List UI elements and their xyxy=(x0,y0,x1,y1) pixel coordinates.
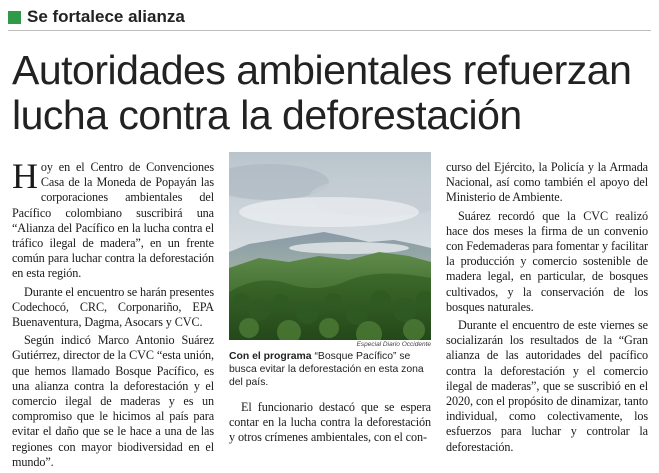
photo-caption xyxy=(229,350,434,389)
kicker-square-icon xyxy=(8,11,21,24)
article-column-1 xyxy=(12,156,214,473)
paragraph: Hoy en el Centro de Convenciones Casa de la Moneda de Popayán las corporaciones ambientales del Pacífico colombiano suscribirá una “Alianza del Pacífico en la lucha contra el tráfico ilegal de madera”, en un frente común para luchar contra la deforestación en esta región. xyxy=(12,156,214,281)
dropcap: H xyxy=(12,156,38,196)
section-kicker xyxy=(8,6,185,28)
paragraph: Durante el encuentro de este viernes se socializarán los resultados de la “Gran alianza de las autoridades del pacífico contra la deforestación y el comercio ilegal de maderas”, que se suscribió en el 2020, con el propósito de dinamizar, tanto individual, como colectivamente, los esfuerzos para luchar y controlar la deforestación. xyxy=(446,318,648,454)
article-photo xyxy=(229,152,431,340)
caption-lead: Con el programa xyxy=(229,351,312,362)
article-column-2 xyxy=(229,400,431,449)
caption-text: “Bosque Pacífico” se busca evitar la deforestación en esta zona del país. xyxy=(229,351,424,388)
forest-landscape-image xyxy=(229,152,431,340)
paragraph: Suárez recordó que la CVC realizó hace dos meses la firma de un convenio con Fedemaderas para fomentar y facilitar la producción y comercio sostenible de madera legal, en particular, de bosques cultivados, y la conservación de los bosques naturales. xyxy=(446,208,648,314)
article-column-3 xyxy=(446,160,648,458)
paragraph: Según indicó Marco Antonio Suárez Gutiérrez, director de la CVC “esta unión, que hemos llamado Bosque Pacífico, es una alianza contra la deforestación y el comercio ilegal de maderas y es un compromiso que le hicimos al país para evitar el daño que se le hace a una de las regiones con mayor biodiversidad en el mundo”. xyxy=(12,333,214,469)
headline: Autoridades ambientales refuerzan lucha contra la deforestación xyxy=(12,47,632,138)
kicker-divider xyxy=(8,30,651,31)
paragraph: Durante el encuentro se harán presentes Codechocó, CRC, Corponariño, EPA Buenaventura, Dagma, Asocars y CVC. xyxy=(12,284,214,330)
paragraph: curso del Ejército, la Policía y la Armada Nacional, así como también el apoyo del Ministerio de Ambiente. xyxy=(446,160,648,205)
photo-credit: Especial Diario Occidente xyxy=(356,341,431,348)
kicker-text: Se fortalece alianza xyxy=(27,7,185,26)
paragraph: El funcionario destacó que se espera contar en la lucha contra la deforestación y otros crímenes ambientales, con el con- xyxy=(229,400,431,445)
